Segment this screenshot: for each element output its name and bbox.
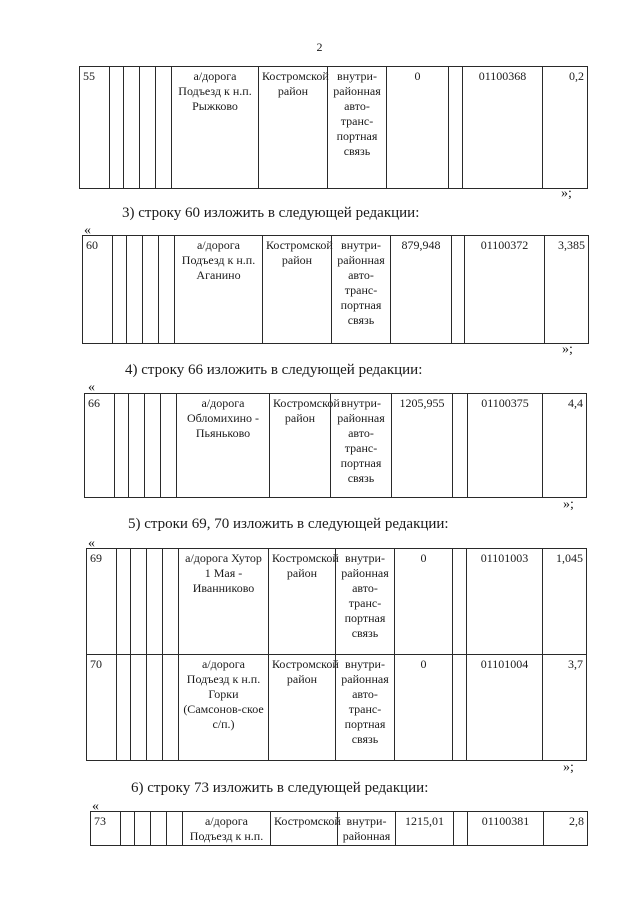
empty-cell [151, 812, 167, 846]
road-code: 01100381 [468, 812, 544, 846]
district: Костромской район [270, 394, 331, 498]
road-length: 0,2 [543, 67, 588, 189]
open-quote: « [88, 380, 95, 395]
empty-cell [135, 812, 151, 846]
empty-cell [147, 549, 163, 655]
row-number: 66 [85, 394, 115, 498]
row-number: 69 [87, 549, 117, 655]
road-length: 3,7 [543, 655, 587, 761]
road-name: а/дорога Хутор 1 Мая - Иванниково [179, 549, 269, 655]
table-row-55 [79, 66, 588, 189]
district: Костромской район [259, 67, 328, 189]
open-quote: « [92, 799, 99, 814]
empty-cell [124, 67, 140, 189]
road-type: внутри-районная авто-транс-портная связь [332, 236, 391, 344]
value: 879,948 [391, 236, 452, 344]
row-number: 55 [80, 67, 110, 189]
road-code: 01101003 [467, 549, 543, 655]
road-code: 01101004 [467, 655, 543, 761]
value: 0 [387, 67, 449, 189]
road-name: а/дорога Подъезд к н.п. Аганино [175, 236, 263, 344]
road-type: внутри-районная авто-транс-портная связь [331, 394, 392, 498]
empty-cell [117, 549, 131, 655]
value: 0 [395, 655, 453, 761]
empty-cell [113, 236, 127, 344]
road-length: 4,4 [543, 394, 587, 498]
road-length: 1,045 [543, 549, 587, 655]
value: 0 [395, 549, 453, 655]
empty-cell [452, 236, 465, 344]
district: Костромской район [269, 549, 336, 655]
empty-cell [145, 394, 161, 498]
road-name: а/дорога Подъезд к н.п. [183, 812, 271, 846]
close-quote: »; [563, 497, 574, 512]
road-length: 2,8 [544, 812, 588, 846]
empty-cell [127, 236, 143, 344]
value: 1205,955 [392, 394, 453, 498]
road-name: а/дорога Подъезд к н.п. Рыжково [172, 67, 259, 189]
empty-cell [163, 655, 179, 761]
empty-cell [163, 549, 179, 655]
road-code: 01100368 [463, 67, 543, 189]
empty-cell [453, 549, 467, 655]
empty-cell [167, 812, 183, 846]
close-quote: »; [562, 342, 573, 357]
close-quote: »; [561, 186, 572, 201]
empty-cell [156, 67, 172, 189]
road-name: а/дорога Обломихино - Пьяньково [177, 394, 270, 498]
empty-cell [140, 67, 156, 189]
instruction-line: 4) строку 66 изложить в следующей редакции: [125, 362, 423, 378]
road-type: внутри-районная авто-транс-портная связь [336, 655, 395, 761]
table-row-66 [84, 393, 587, 498]
empty-cell [131, 655, 147, 761]
table-row-73 [90, 811, 588, 846]
page-number: 2 [316, 40, 323, 54]
row-number: 60 [83, 236, 113, 344]
district: Костромской район [263, 236, 332, 344]
empty-cell [110, 67, 124, 189]
table-row-60 [82, 235, 589, 344]
empty-cell [449, 67, 463, 189]
table-rows-69-70 [86, 548, 587, 761]
road-type: внутри-районная авто-транс-портная связь [336, 549, 395, 655]
empty-cell [453, 655, 467, 761]
instruction-line: 5) строки 69, 70 изложить в следующей редакции: [128, 516, 449, 532]
road-code: 01100375 [468, 394, 543, 498]
empty-cell [147, 655, 163, 761]
empty-cell [117, 655, 131, 761]
road-type: внутри-районная [338, 812, 396, 846]
row-number: 70 [87, 655, 117, 761]
instruction-line: 3) строку 60 изложить в следующей редакции: [122, 205, 420, 221]
road-name: а/дорога Подъезд к н.п. Горки (Самсонов-ское с/п.) [179, 655, 269, 761]
row-number: 73 [91, 812, 121, 846]
empty-cell [161, 394, 177, 498]
road-length: 3,385 [545, 236, 589, 344]
empty-cell [159, 236, 175, 344]
empty-cell [129, 394, 145, 498]
open-quote: « [84, 223, 91, 238]
empty-cell [131, 549, 147, 655]
close-quote: »; [563, 760, 574, 775]
instruction-line: 6) строку 73 изложить в следующей редакции: [131, 780, 429, 796]
open-quote: « [88, 536, 95, 551]
value: 1215,01 [396, 812, 454, 846]
empty-cell [121, 812, 135, 846]
district: Костромской район [269, 655, 336, 761]
empty-cell [454, 812, 468, 846]
empty-cell [115, 394, 129, 498]
district: Костромской [271, 812, 338, 846]
road-type: внутри-районная авто-транс-портная связь [328, 67, 387, 189]
empty-cell [143, 236, 159, 344]
road-code: 01100372 [465, 236, 545, 344]
empty-cell [453, 394, 468, 498]
